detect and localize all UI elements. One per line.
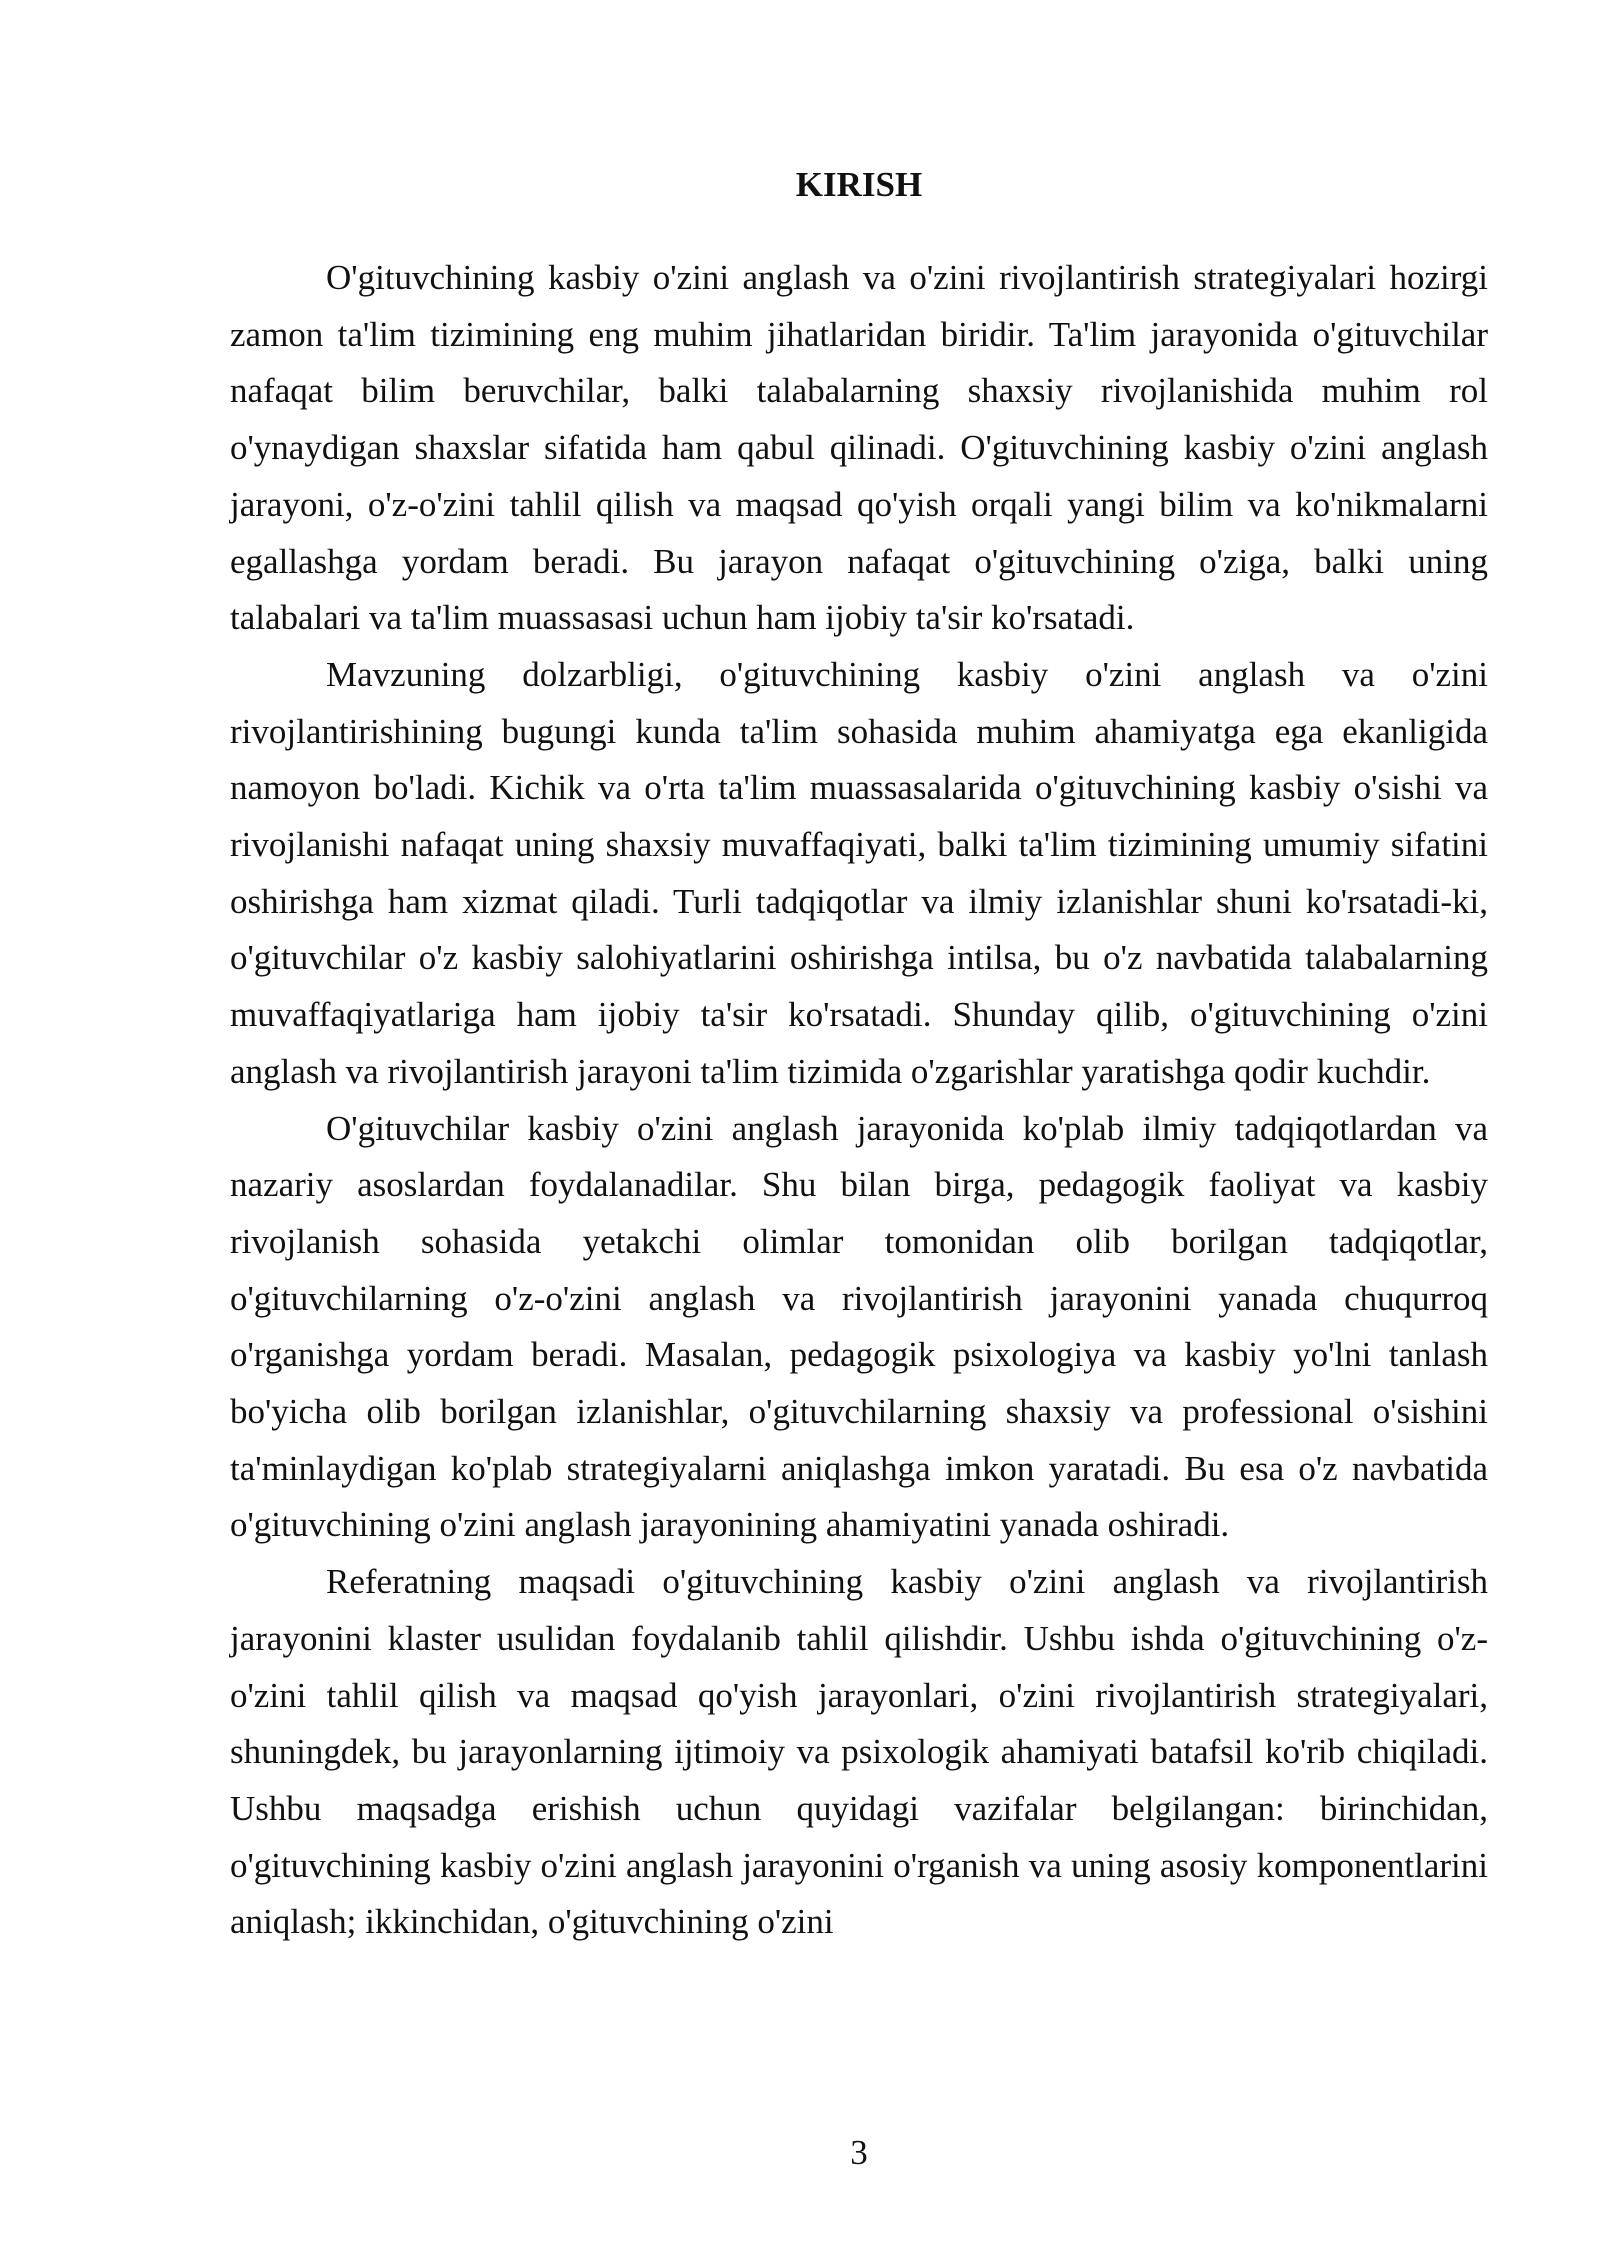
body-text [230,250,1488,1951]
paragraph-1: O'gituvchining kasbiy o'zini anglash va o'zini rivojlantirish strategiyalari hozirgi zamon ta'lim tizimining eng muhim jihatlaridan biridir. Ta'lim jarayonida o'gituvchilar nafaqat bilim beruvchilar, balki talabalarning shaxsiy rivojlanishida muhim rol o'ynaydigan shaxslar sifatida ham qabul qilinadi. O'gituvchining kasbiy o'zini anglash jarayoni, o'z-o'zini tahlil qilish va maqsad qo'yish orqali yangi bilim va ko'nikmalarni egallashga yordam beradi. Bu jarayon nafaqat o'gituvchining o'ziga, balki uning talabalari va ta'lim muassasasi uchun ham ijobiy ta'sir ko'rsatadi. [230,258,1488,638]
paragraph-2: Mavzuning dolzarbligi, o'gituvchining kasbiy o'zini anglash va o'zini rivojlantirishining bugungi kunda ta'lim sohasida muhim ahamiyatga ega ekanligida namoyon bo'ladi. Kichik va o'rta ta'lim muassasalarida o'gituvchining kasbiy o'sishi va rivojlanishi nafaqat uning shaxsiy muvaffaqiyati, balki ta'lim tizimining umumiy sifatini oshirishga ham xizmat qiladi. Turli tadqiqotlar va ilmiy izlanishlar shuni ko'rsatadi-ki, o'gituvchilar o'z kasbiy salohiyatlarini oshirishga intilsa, bu o'z navbatida talabalarning muvaffaqiyatlariga ham ijobiy ta'sir ko'rsatadi. Shunday qilib, o'gituvchining o'zini anglash va rivojlantirish jarayoni ta'lim tizimida o'zgarishlar yaratishga qodir kuchdir. [230,654,1488,1091]
section-heading: KIRISH [795,165,923,204]
paragraph-3: O'gituvchilar kasbiy o'zini anglash jarayonida ko'plab ilmiy tadqiqotlardan va nazariy asoslardan foydalanadilar. Shu bilan birga, pedagogik faoliyat va kasbiy rivojlanish sohasida yetakchi olimlar tomonidan olib borilgan tadqiqotlar, o'gituvchilarning o'z-o'zini anglash va rivojlantirish jarayonini yanada chuqurroq o'rganishga yordam beradi. Masalan, pedagogik psixologiya va kasbiy yo'lni tanlash bo'yicha olib borilgan izlanishlar, o'gituvchilarning shaxsiy va professional o'sishini ta'minlaydigan ko'plab strategiyalarni aniqlashga imkon yaratadi. Bu esa o'z navbatida o'gituvchining o'zini anglash jarayonining ahamiyatini yanada oshiradi. [230,1108,1488,1545]
paragraph-4: Referatning maqsadi o'gituvchining kasbiy o'zini anglash va rivojlantirish jarayonini klaster usulidan foydalanib tahlil qilishdir. Ushbu ishda o'gituvchining o'z-o'zini tahlil qilish va maqsad qo'yish jarayonlari, o'zini rivojlantirish strategiyalari, shuningdek, bu jarayonlarning ijtimoiy va psixologik ahamiyati batafsil ko'rib chiqiladi. Ushbu maqsadga erishish uchun quyidagi vazifalar belgilangan: birinchidan, o'gituvchining kasbiy o'zini anglash jarayonini o'rganish va uning asosiy komponentlarini aniqlash; ikkinchidan, o'gituvchining o'zini [230,1562,1488,1942]
page-number: 3 [850,2133,868,2172]
